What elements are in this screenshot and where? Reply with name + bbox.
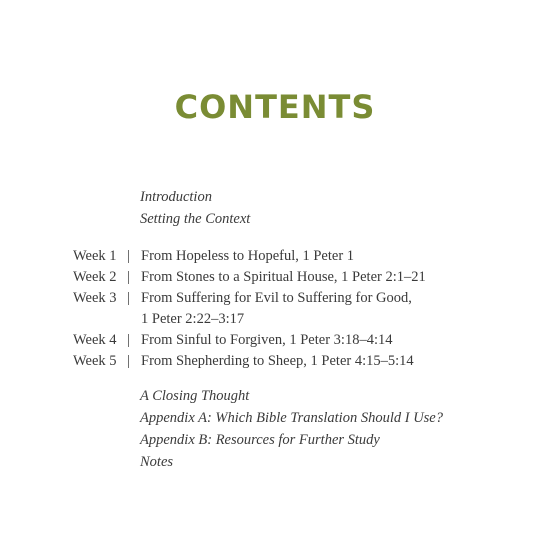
week-title — [141, 288, 412, 330]
toc-entry-notes[interactable]: Notes — [140, 454, 174, 470]
week-title-line: 1 Peter 2:22–3:17 — [141, 311, 245, 327]
week-title — [141, 267, 426, 288]
toc-entry-week-3[interactable] — [73, 288, 426, 330]
week-title-line: From Suffering for Evil to Suffering for Good, — [141, 290, 412, 306]
week-title — [141, 246, 354, 267]
week-separator: | — [127, 353, 130, 369]
week-label: Week 2 — [73, 269, 117, 285]
toc-entry-closing-thought[interactable]: A Closing Thought — [140, 388, 250, 404]
weeks-list — [73, 246, 426, 372]
week-title-line: From Sinful to Forgiven, 1 Peter 3:18–4:14 — [141, 332, 393, 348]
week-title-line: From Hopeless to Hopeful, 1 Peter 1 — [141, 248, 355, 264]
toc-entry-introduction[interactable]: Introduction — [140, 189, 212, 205]
toc-entry-week-2[interactable] — [73, 267, 426, 288]
week-title-line: From Shepherding to Sheep, 1 Peter 4:15–5:14 — [141, 353, 414, 369]
week-label: Week 3 — [73, 290, 117, 306]
toc-entry-appendix-b[interactable]: Appendix B: Resources for Further Study — [140, 432, 380, 448]
page-title: CONTENTS — [174, 88, 376, 126]
week-title — [141, 351, 414, 372]
toc-entry-setting-the-context[interactable]: Setting the Context — [140, 211, 251, 227]
week-separator: | — [127, 290, 130, 306]
week-title — [141, 330, 392, 351]
toc-entry-week-5[interactable] — [73, 351, 426, 372]
week-label: Week 1 — [73, 248, 117, 264]
week-separator: | — [127, 332, 130, 348]
toc-entry-week-4[interactable] — [73, 330, 426, 351]
back-matter-list — [140, 385, 443, 473]
week-label: Week 4 — [73, 332, 117, 348]
week-separator: | — [127, 269, 130, 285]
front-matter-list — [140, 186, 250, 230]
toc-entry-appendix-a[interactable]: Appendix A: Which Bible Translation Should I Use? — [140, 410, 443, 426]
week-separator: | — [127, 248, 130, 264]
toc-entry-week-1[interactable] — [73, 246, 426, 267]
week-title-line: From Stones to a Spiritual House, 1 Peter 2:1–21 — [141, 269, 426, 285]
week-label: Week 5 — [73, 353, 117, 369]
